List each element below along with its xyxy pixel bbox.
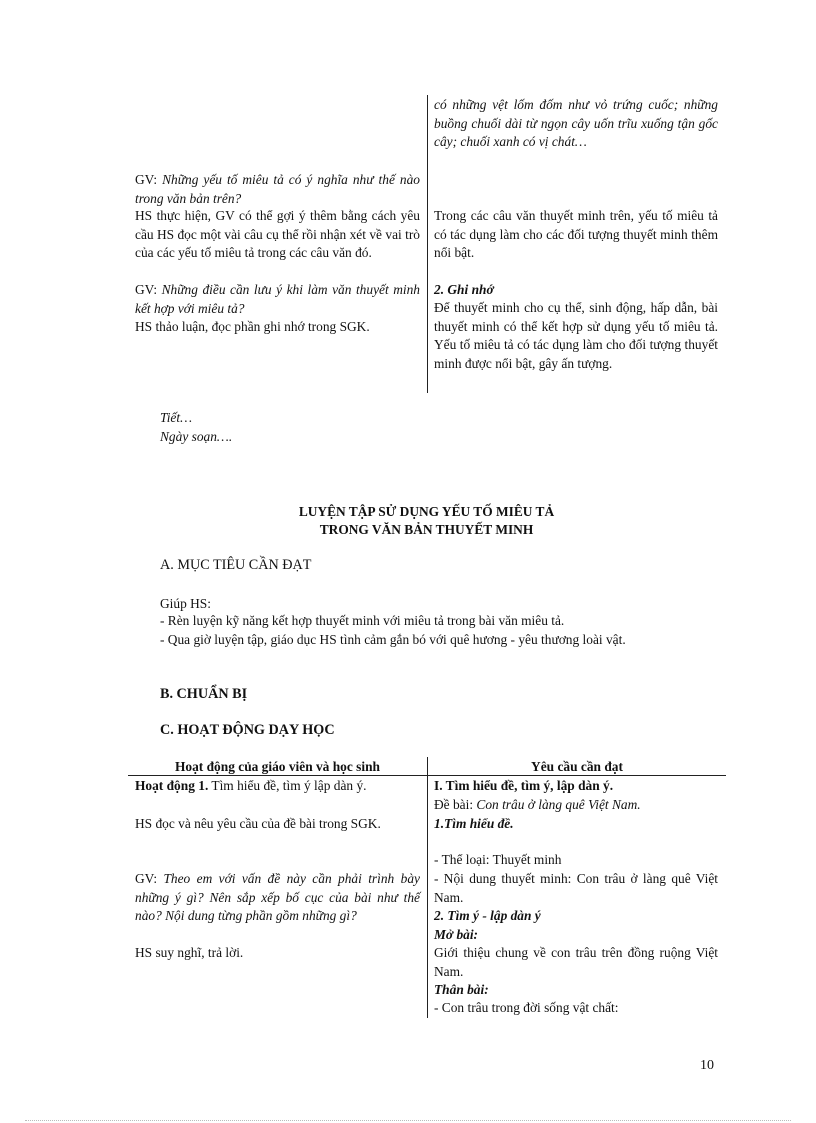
table2-header-left: Hoạt động của giáo viên và học sinh <box>175 759 380 774</box>
activity-1 <box>135 777 420 796</box>
table2-header-right: Yêu cầu cần đạt <box>531 759 623 774</box>
table2-divider <box>427 757 428 1018</box>
page-bottom-border <box>25 1120 791 1121</box>
lesson-title-line1: LUYỆN TẬP SỬ DỤNG YẾU TỐ MIÊU TẢ <box>298 504 555 519</box>
r-mobai-text: Giới thiệu chung về con trâu trên đồng ruộng Việt Nam. <box>434 945 718 979</box>
section-c-heading: C. HOẠT ĐỘNG DẠY HỌC <box>160 722 335 738</box>
r-debai <box>434 796 718 815</box>
gv-label: GV: <box>135 871 158 886</box>
table2-header-rule <box>128 775 726 776</box>
table1-left-question1 <box>135 171 420 208</box>
gv-label: GV: <box>135 282 158 297</box>
goal-2: - Qua giờ luyện tập, giáo dục HS tình cảm gắn bó với quê hương - yêu thương loài vật. <box>160 632 626 647</box>
section-a-heading: A. MỤC TIÊU CẦN ĐẠT <box>160 557 312 573</box>
page-number: 10 <box>700 1058 714 1073</box>
hs-think: HS suy nghĩ, trả lời. <box>135 945 244 960</box>
gv-question-block <box>135 870 420 926</box>
gv-question-text: Theo em với vấn đề này cần phải trình bày những ý gì? Nên sắp xếp bố cục của bài như thế nào? Nội dung từng phần gồm những gì? <box>135 871 420 923</box>
r-debai-text: Con trâu ở làng quê Việt Nam. <box>476 797 641 812</box>
table1-left-hs2: HS thảo luận, đọc phần ghi nhớ trong SGK. <box>135 319 370 334</box>
r-theloai: - Thể loại: Thuyết minh <box>434 852 562 867</box>
r-timy: 2. Tìm ý - lập dàn ý <box>434 908 541 923</box>
gv-question-text: Những yếu tố miêu tả có ý nghĩa như thế nào trong văn bản trên? <box>135 172 420 206</box>
activity-1-text: Tìm hiểu đề, tìm ý lập dàn ý. <box>211 778 367 793</box>
r-thanbai: Thân bài: <box>434 982 489 997</box>
giup-hs: Giúp HS: <box>160 596 211 611</box>
table1-left-question2 <box>135 281 420 318</box>
r-mobai: Mở bài: <box>434 927 479 942</box>
r-debai-label: Đề bài: <box>434 797 474 812</box>
table1-right-continuation: có những vệt lốm đốm như vỏ trứng cuốc; những buồng chuối dài từ ngọn cây uốn trĩu xuống tận gốc cây; chuối xanh có vị chát… <box>434 97 718 149</box>
r-timhieu: 1.Tìm hiểu đề. <box>434 816 514 831</box>
r-noidung: - Nội dung thuyết minh: Con trâu ở làng quê Việt Nam. <box>434 871 718 905</box>
hs-read: HS đọc và nêu yêu cầu của đề bài trong SGK. <box>135 816 381 831</box>
goal-1: - Rèn luyện kỹ năng kết hợp thuyết minh với miêu tả trong bài văn miêu tả. <box>160 613 565 628</box>
table1-left-hs1: HS thực hiện, GV có thể gợi ý thêm bằng cách yêu cầu HS đọc một vài câu cụ thể rồi nhận xét về vai trò của các yếu tố miêu tả trong các câu văn đó. <box>135 208 420 260</box>
tiet-line: Tiết… <box>160 410 192 425</box>
table1-divider <box>427 95 428 393</box>
ghi-nho-text: Để thuyết minh cho cụ thể, sinh động, hấp dẫn, bài thuyết minh có thể kết hợp sử dụng yếu tố miêu tả. Yếu tố miêu tả có tác dụng làm cho đối tượng thuyết minh được nổi bật, gây ấn tượng. <box>434 300 718 371</box>
ghi-nho-title: 2. Ghi nhớ <box>434 282 494 297</box>
gv-question-text: Những điều cần lưu ý khi làm văn thuyết minh kết hợp với miêu tả? <box>135 282 420 316</box>
activity-1-label: Hoạt động 1. <box>135 778 209 793</box>
gv-label: GV: <box>135 172 158 187</box>
lesson-title-line2: TRONG VĂN BẢN THUYẾT MINH <box>319 522 534 537</box>
r-vatchat: - Con trâu trong đời sống vật chất: <box>434 1000 619 1015</box>
ngay-soan-line: Ngày soạn…. <box>160 429 233 444</box>
section-b-heading: B. CHUẨN BỊ <box>160 686 248 702</box>
r-title1: I. Tìm hiểu đề, tìm ý, lập dàn ý. <box>434 778 614 793</box>
table1-right-answer1: Trong các câu văn thuyết minh trên, yếu tố miêu tả có tác dụng làm cho các đối tượng thuyết minh thêm nổi bật. <box>434 208 718 260</box>
